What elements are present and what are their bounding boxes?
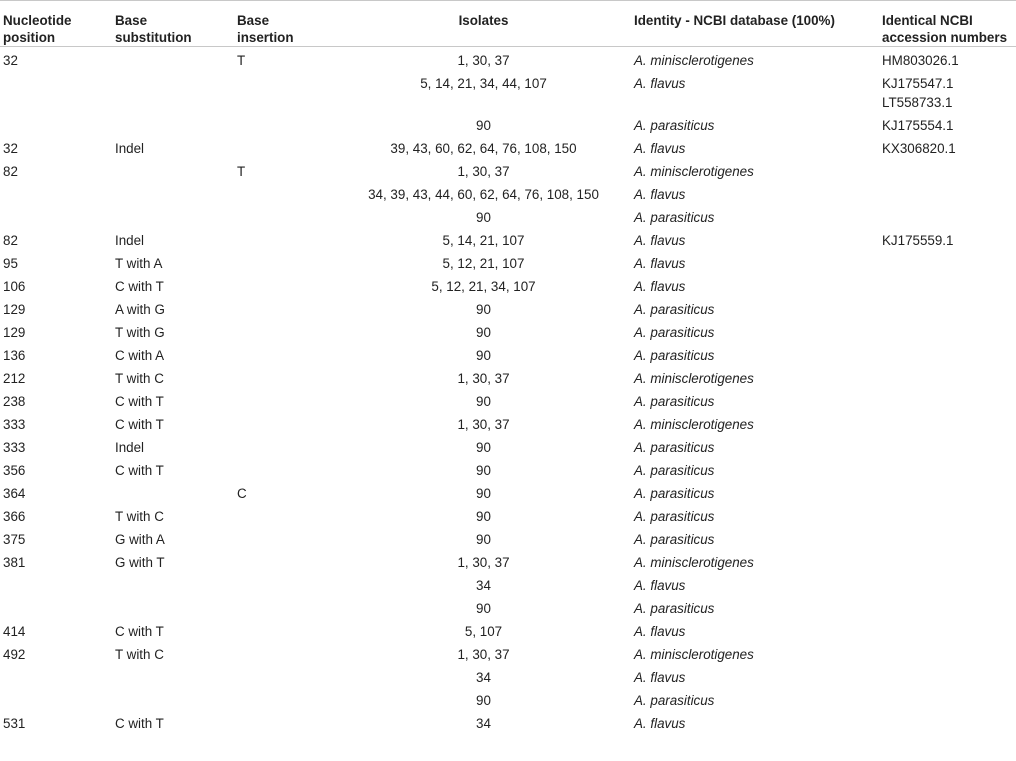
cell-identity: A. flavus (634, 578, 686, 593)
cell-accession-numbers (882, 710, 1016, 733)
cell-isolates: 5, 107 (464, 624, 503, 639)
cell-base-substitution: Indel (115, 440, 145, 455)
table-row (0, 204, 1016, 227)
cell-accession-numbers (882, 641, 1016, 664)
accession-number: HM803026.1 (882, 53, 959, 68)
table-row (0, 135, 1016, 158)
cell-base-substitution: A with G (115, 302, 165, 317)
cell-identity: A. flavus (634, 76, 686, 91)
cell-accession-numbers (882, 273, 1016, 296)
cell-base-insertion (237, 204, 333, 227)
cell-base-substitution: C with T (115, 394, 164, 409)
cell-isolates: 34 (476, 578, 491, 593)
cell-accession-numbers (882, 664, 1016, 687)
cell-base-insertion (237, 319, 333, 342)
cell-identity: A. flavus (634, 670, 686, 685)
cell-identity: A. parasiticus (634, 463, 715, 478)
cell-accession-numbers (882, 434, 1016, 457)
cell-base-insertion (237, 434, 333, 457)
cell-nucleotide-position (0, 70, 115, 112)
cell-isolates: 5, 14, 21, 107 (442, 233, 525, 248)
cell-base-insertion (237, 641, 333, 664)
header-label: accession numbers (882, 30, 1008, 45)
cell-accession-numbers (882, 296, 1016, 319)
cell-accession-numbers (882, 135, 1016, 158)
cell-base-substitution: C with A (115, 348, 165, 363)
cell-isolates: 90 (476, 210, 491, 225)
accession-number: KJ175559.1 (882, 233, 954, 248)
cell-accession-numbers (882, 112, 1016, 135)
table-row (0, 296, 1016, 319)
cell-identity: A. parasiticus (634, 532, 715, 547)
cell-nucleotide-position (0, 572, 115, 595)
table-row (0, 47, 1016, 71)
table-row (0, 273, 1016, 296)
cell-accession-numbers (882, 572, 1016, 595)
cell-nucleotide-position: 356 (3, 463, 26, 478)
cell-base-insertion (237, 411, 333, 434)
cell-nucleotide-position: 32 (3, 141, 18, 156)
cell-isolates: 1, 30, 37 (457, 647, 510, 662)
cell-base-substitution (115, 572, 237, 595)
table-row (0, 618, 1016, 641)
cell-base-insertion (237, 135, 333, 158)
cell-base-insertion (237, 273, 333, 296)
table-row (0, 595, 1016, 618)
table-body (0, 47, 1016, 734)
cell-nucleotide-position: 129 (3, 302, 26, 317)
cell-isolates: 90 (476, 118, 491, 133)
cell-base-substitution: C with T (115, 624, 164, 639)
cell-base-substitution: T with C (115, 647, 164, 662)
cell-nucleotide-position: 333 (3, 440, 26, 455)
table-row (0, 342, 1016, 365)
cell-isolates: 90 (476, 394, 491, 409)
cell-identity: A. minisclerotigenes (634, 164, 754, 179)
header-label: Identity - NCBI database (100%) (634, 13, 835, 28)
table-row (0, 687, 1016, 710)
cell-base-insertion (237, 549, 333, 572)
header-isolates (333, 1, 634, 47)
cell-isolates: 90 (476, 440, 491, 455)
cell-accession-numbers (882, 388, 1016, 411)
header-base-insertion (237, 1, 333, 47)
header-label: Nucleotide (3, 13, 72, 28)
header-identity (634, 1, 882, 47)
cell-nucleotide-position: 531 (3, 716, 26, 731)
cell-identity: A. parasiticus (634, 693, 715, 708)
cell-base-substitution: G with T (115, 555, 165, 570)
accession-number: KJ175547.1 (882, 76, 954, 91)
cell-nucleotide-position: 95 (3, 256, 18, 271)
cell-isolates: 90 (476, 325, 491, 340)
cell-base-substitution: T with A (115, 256, 163, 271)
cell-base-substitution: C with T (115, 417, 164, 432)
cell-nucleotide-position: 82 (3, 233, 18, 248)
cell-identity: A. parasiticus (634, 486, 715, 501)
cell-identity: A. minisclerotigenes (634, 53, 754, 68)
table-row (0, 227, 1016, 250)
cell-base-insertion (237, 526, 333, 549)
header-base-substitution (115, 1, 237, 47)
cell-nucleotide-position: 364 (3, 486, 26, 501)
cell-identity: A. minisclerotigenes (634, 555, 754, 570)
cell-identity: A. parasiticus (634, 394, 715, 409)
cell-base-substitution (115, 595, 237, 618)
table-row (0, 480, 1016, 503)
table-row (0, 503, 1016, 526)
cell-accession-numbers (882, 549, 1016, 572)
cell-base-substitution: T with C (115, 371, 164, 386)
cell-base-substitution: C with T (115, 463, 164, 478)
cell-accession-numbers (882, 70, 1016, 112)
cell-base-insertion (237, 227, 333, 250)
table-row (0, 181, 1016, 204)
cell-identity: A. parasiticus (634, 210, 715, 225)
cell-isolates: 5, 14, 21, 34, 44, 107 (420, 76, 547, 91)
cell-isolates: 90 (476, 509, 491, 524)
cell-identity: A. parasiticus (634, 440, 715, 455)
table-row (0, 158, 1016, 181)
cell-base-insertion (237, 296, 333, 319)
cell-identity: A. minisclerotigenes (634, 371, 754, 386)
cell-nucleotide-position: 366 (3, 509, 26, 524)
cell-accession-numbers (882, 250, 1016, 273)
table-row (0, 365, 1016, 388)
cell-accession-numbers (882, 618, 1016, 641)
cell-base-substitution: G with A (115, 532, 165, 547)
cell-accession-numbers (882, 526, 1016, 549)
cell-isolates: 5, 12, 21, 34, 107 (431, 279, 536, 294)
accession-number: KX306820.1 (882, 141, 956, 156)
cell-base-insertion (237, 687, 333, 710)
table-row (0, 319, 1016, 342)
cell-base-substitution (115, 480, 237, 503)
cell-identity: A. parasiticus (634, 348, 715, 363)
cell-accession-numbers (882, 227, 1016, 250)
cell-isolates: 39, 43, 60, 62, 64, 76, 108, 150 (390, 141, 577, 156)
header-label: Isolates (458, 13, 509, 28)
accession-number: KJ175554.1 (882, 118, 954, 133)
cell-isolates: 90 (476, 601, 491, 616)
cell-accession-numbers (882, 503, 1016, 526)
cell-base-substitution: T with C (115, 509, 164, 524)
cell-accession-numbers (882, 595, 1016, 618)
table-row (0, 457, 1016, 480)
cell-identity: A. flavus (634, 624, 686, 639)
cell-base-insertion: T (237, 164, 246, 179)
table-row (0, 549, 1016, 572)
cell-nucleotide-position: 32 (3, 53, 18, 68)
cell-isolates: 90 (476, 486, 491, 501)
cell-nucleotide-position (0, 204, 115, 227)
table-row (0, 112, 1016, 135)
cell-identity: A. flavus (634, 716, 686, 731)
cell-nucleotide-position: 333 (3, 417, 26, 432)
cell-identity: A. flavus (634, 279, 686, 294)
cell-base-substitution: C with T (115, 716, 164, 731)
cell-nucleotide-position (0, 181, 115, 204)
cell-identity: A. flavus (634, 256, 686, 271)
cell-base-substitution (115, 112, 237, 135)
cell-isolates: 90 (476, 302, 491, 317)
cell-identity: A. parasiticus (634, 118, 715, 133)
header-label: position (3, 30, 56, 45)
cell-nucleotide-position (0, 595, 115, 618)
cell-accession-numbers (882, 411, 1016, 434)
table-row (0, 641, 1016, 664)
cell-nucleotide-position: 129 (3, 325, 26, 340)
cell-identity: A. flavus (634, 187, 686, 202)
header-nucleotide-position (0, 1, 115, 47)
cell-base-insertion (237, 112, 333, 135)
cell-base-substitution (115, 181, 237, 204)
table-row (0, 250, 1016, 273)
cell-accession-numbers (882, 342, 1016, 365)
table-row (0, 388, 1016, 411)
cell-isolates: 90 (476, 348, 491, 363)
table-row (0, 70, 1016, 112)
cell-nucleotide-position: 136 (3, 348, 26, 363)
cell-base-insertion (237, 457, 333, 480)
cell-identity: A. parasiticus (634, 509, 715, 524)
table-row (0, 434, 1016, 457)
cell-identity: A. flavus (634, 233, 686, 248)
table-header-row (0, 1, 1016, 47)
cell-base-insertion (237, 595, 333, 618)
cell-base-insertion (237, 618, 333, 641)
cell-nucleotide-position: 414 (3, 624, 26, 639)
cell-nucleotide-position (0, 687, 115, 710)
cell-identity: A. flavus (634, 141, 686, 156)
cell-base-substitution: T with G (115, 325, 165, 340)
cell-base-insertion: C (237, 486, 247, 501)
cell-accession-numbers (882, 457, 1016, 480)
cell-base-insertion (237, 572, 333, 595)
cell-isolates: 1, 30, 37 (457, 53, 510, 68)
cell-base-insertion (237, 503, 333, 526)
accession-number: LT558733.1 (882, 95, 953, 110)
cell-isolates: 1, 30, 37 (457, 164, 510, 179)
cell-base-insertion (237, 181, 333, 204)
cell-isolates: 1, 30, 37 (457, 555, 510, 570)
cell-base-insertion (237, 342, 333, 365)
cell-base-insertion: T (237, 53, 246, 68)
cell-isolates: 1, 30, 37 (457, 371, 510, 386)
cell-isolates: 5, 12, 21, 107 (442, 256, 525, 271)
cell-base-substitution (115, 47, 237, 71)
cell-nucleotide-position: 238 (3, 394, 26, 409)
cell-base-substitution: C with T (115, 279, 164, 294)
cell-isolates: 1, 30, 37 (457, 417, 510, 432)
cell-isolates: 34 (476, 670, 491, 685)
cell-identity: A. minisclerotigenes (634, 647, 754, 662)
cell-base-substitution (115, 687, 237, 710)
table-row (0, 572, 1016, 595)
header-accession-numbers (882, 1, 1016, 47)
cell-identity: A. minisclerotigenes (634, 417, 754, 432)
header-label: insertion (237, 30, 294, 45)
cell-nucleotide-position: 106 (3, 279, 26, 294)
cell-accession-numbers (882, 687, 1016, 710)
cell-isolates: 90 (476, 693, 491, 708)
cell-accession-numbers (882, 181, 1016, 204)
cell-nucleotide-position (0, 664, 115, 687)
cell-accession-numbers (882, 47, 1016, 71)
table-row (0, 664, 1016, 687)
cell-base-substitution: Indel (115, 233, 145, 248)
cell-base-insertion (237, 388, 333, 411)
table-row (0, 411, 1016, 434)
cell-accession-numbers (882, 158, 1016, 181)
header-label: Identical NCBI (882, 13, 973, 28)
cell-base-substitution (115, 158, 237, 181)
cell-base-substitution (115, 70, 237, 112)
header-label: Base (237, 13, 270, 28)
cell-nucleotide-position: 492 (3, 647, 26, 662)
header-label: Base (115, 13, 148, 28)
cell-isolates: 34 (476, 716, 491, 731)
cell-nucleotide-position (0, 112, 115, 135)
cell-base-insertion (237, 70, 333, 112)
cell-base-substitution (115, 664, 237, 687)
cell-isolates: 90 (476, 463, 491, 478)
cell-base-substitution: Indel (115, 141, 145, 156)
header-label: substitution (115, 30, 192, 45)
cell-base-insertion (237, 664, 333, 687)
cell-identity: A. parasiticus (634, 601, 715, 616)
cell-nucleotide-position: 381 (3, 555, 26, 570)
cell-identity: A. parasiticus (634, 302, 715, 317)
cell-isolates: 34, 39, 43, 44, 60, 62, 64, 76, 108, 150 (368, 187, 599, 202)
cell-base-substitution (115, 204, 237, 227)
cell-identity: A. parasiticus (634, 325, 715, 340)
table-row (0, 526, 1016, 549)
cell-base-insertion (237, 710, 333, 733)
cell-accession-numbers (882, 319, 1016, 342)
cell-isolates: 90 (476, 532, 491, 547)
table-row (0, 710, 1016, 733)
cell-nucleotide-position: 82 (3, 164, 18, 179)
cell-nucleotide-position: 375 (3, 532, 26, 547)
cell-accession-numbers (882, 204, 1016, 227)
cell-base-insertion (237, 250, 333, 273)
cell-base-insertion (237, 365, 333, 388)
cell-accession-numbers (882, 365, 1016, 388)
cell-nucleotide-position: 212 (3, 371, 26, 386)
cell-accession-numbers (882, 480, 1016, 503)
